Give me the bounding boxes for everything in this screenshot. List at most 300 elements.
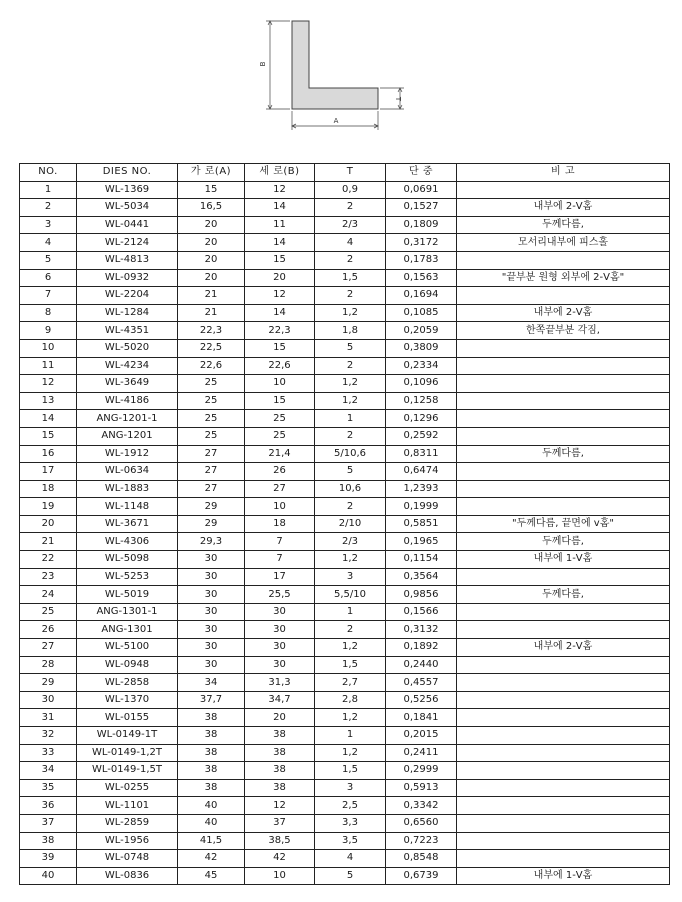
cell-remarks <box>457 287 670 305</box>
cell-remarks <box>457 744 670 762</box>
table-row <box>20 744 670 762</box>
cell-dies-no: WL-0634 <box>77 463 178 481</box>
cell-thickness-t: 1,2 <box>315 639 386 657</box>
cell-dies-no: WL-1101 <box>77 797 178 815</box>
cell-dies-no: WL-2204 <box>77 287 178 305</box>
header-width-a: 가 로(A) <box>178 164 245 182</box>
cell-no: 38 <box>20 832 77 850</box>
cell-no: 5 <box>20 251 77 269</box>
table-row <box>20 551 670 569</box>
cell-no: 29 <box>20 674 77 692</box>
cell-width-a: 21 <box>178 287 245 305</box>
cell-thickness-t: 5,5/10 <box>315 586 386 604</box>
cell-unit-weight: 0,6474 <box>386 463 457 481</box>
cell-no: 39 <box>20 850 77 868</box>
cell-no: 12 <box>20 375 77 393</box>
cell-no: 14 <box>20 410 77 428</box>
cell-thickness-t: 1,2 <box>315 744 386 762</box>
cell-thickness-t: 0,9 <box>315 181 386 199</box>
table-row <box>20 762 670 780</box>
cell-remarks <box>457 427 670 445</box>
cell-dies-no: WL-0149-1,2T <box>77 744 178 762</box>
cell-unit-weight: 0,1566 <box>386 603 457 621</box>
cell-thickness-t: 3 <box>315 779 386 797</box>
cell-remarks: 한쪽끝부분 각짐, <box>457 322 670 340</box>
cell-remarks <box>457 357 670 375</box>
cell-no: 13 <box>20 392 77 410</box>
cell-remarks <box>457 832 670 850</box>
cell-width-a: 37,7 <box>178 691 245 709</box>
cell-unit-weight: 0,1965 <box>386 533 457 551</box>
cell-height-b: 15 <box>245 339 315 357</box>
cell-remarks <box>457 814 670 832</box>
cell-height-b: 30 <box>245 639 315 657</box>
cell-height-b: 26 <box>245 463 315 481</box>
cell-dies-no: WL-0149-1T <box>77 727 178 745</box>
cell-unit-weight: 0,1258 <box>386 392 457 410</box>
table-row <box>20 269 670 287</box>
cell-height-b: 22,3 <box>245 322 315 340</box>
cell-unit-weight: 0,3132 <box>386 621 457 639</box>
cell-remarks <box>457 375 670 393</box>
table-row <box>20 375 670 393</box>
cell-dies-no: WL-1284 <box>77 304 178 322</box>
angle-profile-diagram <box>0 0 682 160</box>
cell-remarks <box>457 410 670 428</box>
cell-unit-weight: 0,1085 <box>386 304 457 322</box>
table-row <box>20 251 670 269</box>
table-row <box>20 639 670 657</box>
cell-dies-no: WL-4351 <box>77 322 178 340</box>
cell-height-b: 7 <box>245 533 315 551</box>
table-row <box>20 463 670 481</box>
cell-no: 4 <box>20 234 77 252</box>
cell-no: 3 <box>20 216 77 234</box>
cell-unit-weight: 0,3809 <box>386 339 457 357</box>
cell-width-a: 30 <box>178 586 245 604</box>
cell-width-a: 29 <box>178 498 245 516</box>
header-thickness-t: T <box>315 164 386 182</box>
cell-unit-weight: 0,1694 <box>386 287 457 305</box>
cell-dies-no: WL-0932 <box>77 269 178 287</box>
cell-remarks <box>457 709 670 727</box>
cell-remarks <box>457 498 670 516</box>
cell-no: 16 <box>20 445 77 463</box>
cell-thickness-t: 2,8 <box>315 691 386 709</box>
cell-no: 23 <box>20 568 77 586</box>
cell-no: 24 <box>20 586 77 604</box>
label-t: T <box>394 96 402 102</box>
table-row <box>20 568 670 586</box>
cell-dies-no: WL-4306 <box>77 533 178 551</box>
table-row <box>20 814 670 832</box>
cell-thickness-t: 5 <box>315 463 386 481</box>
dies-spec-table <box>19 163 670 885</box>
cell-thickness-t: 2,7 <box>315 674 386 692</box>
cell-remarks <box>457 850 670 868</box>
cell-dies-no: WL-0948 <box>77 656 178 674</box>
cell-remarks: 내부에 2-V홈 <box>457 199 670 217</box>
cell-thickness-t: 3,3 <box>315 814 386 832</box>
cell-height-b: 20 <box>245 269 315 287</box>
cell-height-b: 30 <box>245 656 315 674</box>
cell-remarks: 모서리내부에 피스홀 <box>457 234 670 252</box>
cell-height-b: 17 <box>245 568 315 586</box>
cell-no: 36 <box>20 797 77 815</box>
cell-thickness-t: 1,5 <box>315 762 386 780</box>
cell-thickness-t: 2/3 <box>315 533 386 551</box>
header-dies-no: DIES NO. <box>77 164 178 182</box>
cell-height-b: 15 <box>245 392 315 410</box>
cell-dies-no: WL-0748 <box>77 850 178 868</box>
cell-thickness-t: 4 <box>315 234 386 252</box>
cell-dies-no: WL-0149-1,5T <box>77 762 178 780</box>
cell-no: 25 <box>20 603 77 621</box>
cell-width-a: 40 <box>178 814 245 832</box>
cell-width-a: 22,6 <box>178 357 245 375</box>
cell-dies-no: WL-2858 <box>77 674 178 692</box>
cell-remarks <box>457 656 670 674</box>
header-no: NO. <box>20 164 77 182</box>
cell-height-b: 30 <box>245 621 315 639</box>
cell-width-a: 30 <box>178 551 245 569</box>
cell-height-b: 12 <box>245 181 315 199</box>
cell-dies-no: WL-4186 <box>77 392 178 410</box>
cell-unit-weight: 0,1154 <box>386 551 457 569</box>
cell-unit-weight: 0,0691 <box>386 181 457 199</box>
table-row <box>20 304 670 322</box>
cell-remarks <box>457 568 670 586</box>
table-row <box>20 586 670 604</box>
cell-remarks: 두께다름, <box>457 586 670 604</box>
cell-width-a: 41,5 <box>178 832 245 850</box>
cell-dies-no: WL-5034 <box>77 199 178 217</box>
cell-width-a: 21 <box>178 304 245 322</box>
cell-unit-weight: 0,1527 <box>386 199 457 217</box>
cell-unit-weight: 0,1841 <box>386 709 457 727</box>
cell-remarks <box>457 691 670 709</box>
cell-width-a: 20 <box>178 234 245 252</box>
table-header-row <box>20 164 670 182</box>
cell-dies-no: WL-5098 <box>77 551 178 569</box>
cell-unit-weight: 0,3564 <box>386 568 457 586</box>
cell-unit-weight: 0,9856 <box>386 586 457 604</box>
cell-height-b: 7 <box>245 551 315 569</box>
cell-thickness-t: 3 <box>315 568 386 586</box>
cell-no: 27 <box>20 639 77 657</box>
label-b: B <box>259 61 267 67</box>
cell-thickness-t: 1,2 <box>315 551 386 569</box>
cell-dies-no: WL-1370 <box>77 691 178 709</box>
label-a: A <box>333 117 339 125</box>
cell-unit-weight: 0,2015 <box>386 727 457 745</box>
cell-height-b: 38 <box>245 744 315 762</box>
cell-dies-no: WL-4234 <box>77 357 178 375</box>
table-row <box>20 867 670 885</box>
cell-remarks: "끝부분 원형 외부에 2-V홈" <box>457 269 670 287</box>
cell-no: 28 <box>20 656 77 674</box>
cell-height-b: 38,5 <box>245 832 315 850</box>
cell-width-a: 27 <box>178 463 245 481</box>
cell-remarks <box>457 181 670 199</box>
cell-no: 20 <box>20 515 77 533</box>
cell-remarks: 내부에 2-V홈 <box>457 304 670 322</box>
cell-width-a: 29,3 <box>178 533 245 551</box>
cell-dies-no: WL-0255 <box>77 779 178 797</box>
cell-remarks <box>457 339 670 357</box>
cell-dies-no: ANG-1201 <box>77 427 178 445</box>
table-row <box>20 779 670 797</box>
cell-unit-weight: 0,7223 <box>386 832 457 850</box>
cell-no: 31 <box>20 709 77 727</box>
cell-unit-weight: 0,1783 <box>386 251 457 269</box>
cell-dies-no: WL-5019 <box>77 586 178 604</box>
cell-width-a: 22,5 <box>178 339 245 357</box>
cell-height-b: 34,7 <box>245 691 315 709</box>
cell-remarks <box>457 603 670 621</box>
cell-width-a: 27 <box>178 480 245 498</box>
cell-dies-no: WL-0441 <box>77 216 178 234</box>
cell-remarks <box>457 251 670 269</box>
cell-height-b: 14 <box>245 234 315 252</box>
cell-remarks <box>457 674 670 692</box>
cell-dies-no: WL-1148 <box>77 498 178 516</box>
cell-no: 1 <box>20 181 77 199</box>
cell-remarks <box>457 480 670 498</box>
table-row <box>20 656 670 674</box>
cell-unit-weight: 0,3342 <box>386 797 457 815</box>
cell-thickness-t: 10,6 <box>315 480 386 498</box>
cell-width-a: 25 <box>178 410 245 428</box>
cell-remarks: "두께다름, 끝면에 v홈" <box>457 515 670 533</box>
cell-width-a: 30 <box>178 603 245 621</box>
cell-height-b: 10 <box>245 867 315 885</box>
cell-no: 11 <box>20 357 77 375</box>
cell-dies-no: WL-2124 <box>77 234 178 252</box>
cell-width-a: 45 <box>178 867 245 885</box>
cell-no: 9 <box>20 322 77 340</box>
cell-dies-no: WL-5253 <box>77 568 178 586</box>
cell-width-a: 20 <box>178 251 245 269</box>
cell-remarks: 두께다름, <box>457 445 670 463</box>
cell-dies-no: WL-3671 <box>77 515 178 533</box>
cell-width-a: 29 <box>178 515 245 533</box>
table-row <box>20 322 670 340</box>
cell-height-b: 30 <box>245 603 315 621</box>
cell-width-a: 38 <box>178 727 245 745</box>
table-row <box>20 797 670 815</box>
cell-unit-weight: 1,2393 <box>386 480 457 498</box>
cell-height-b: 20 <box>245 709 315 727</box>
cell-width-a: 20 <box>178 269 245 287</box>
cell-dies-no: WL-0155 <box>77 709 178 727</box>
cell-no: 37 <box>20 814 77 832</box>
cell-unit-weight: 0,1999 <box>386 498 457 516</box>
cell-unit-weight: 0,2059 <box>386 322 457 340</box>
cell-unit-weight: 0,2999 <box>386 762 457 780</box>
cell-width-a: 38 <box>178 779 245 797</box>
cell-height-b: 12 <box>245 287 315 305</box>
cell-no: 35 <box>20 779 77 797</box>
table-row <box>20 410 670 428</box>
cell-height-b: 10 <box>245 375 315 393</box>
table-body <box>20 181 670 885</box>
cell-no: 2 <box>20 199 77 217</box>
cell-dies-no: WL-2859 <box>77 814 178 832</box>
cell-height-b: 38 <box>245 762 315 780</box>
cell-width-a: 27 <box>178 445 245 463</box>
cell-width-a: 30 <box>178 568 245 586</box>
table-row <box>20 727 670 745</box>
cell-unit-weight: 0,2411 <box>386 744 457 762</box>
cell-dies-no: ANG-1301-1 <box>77 603 178 621</box>
cell-no: 8 <box>20 304 77 322</box>
cell-unit-weight: 0,8311 <box>386 445 457 463</box>
table-row <box>20 392 670 410</box>
cell-thickness-t: 1,2 <box>315 392 386 410</box>
table-row <box>20 603 670 621</box>
cell-thickness-t: 5 <box>315 867 386 885</box>
cell-thickness-t: 5/10,6 <box>315 445 386 463</box>
cell-unit-weight: 0,2440 <box>386 656 457 674</box>
cell-width-a: 20 <box>178 216 245 234</box>
cell-unit-weight: 0,1096 <box>386 375 457 393</box>
cell-width-a: 40 <box>178 797 245 815</box>
cell-dies-no: ANG-1301 <box>77 621 178 639</box>
cell-thickness-t: 2,5 <box>315 797 386 815</box>
cell-height-b: 37 <box>245 814 315 832</box>
cell-unit-weight: 0,3172 <box>386 234 457 252</box>
cell-unit-weight: 0,2334 <box>386 357 457 375</box>
cell-height-b: 27 <box>245 480 315 498</box>
cell-width-a: 25 <box>178 427 245 445</box>
cell-unit-weight: 0,5851 <box>386 515 457 533</box>
table-row <box>20 339 670 357</box>
cell-no: 7 <box>20 287 77 305</box>
cell-no: 22 <box>20 551 77 569</box>
cell-width-a: 25 <box>178 392 245 410</box>
cell-thickness-t: 4 <box>315 850 386 868</box>
cell-dies-no: WL-0836 <box>77 867 178 885</box>
cell-width-a: 15 <box>178 181 245 199</box>
cell-remarks <box>457 727 670 745</box>
cell-remarks <box>457 762 670 780</box>
table-row <box>20 287 670 305</box>
cell-thickness-t: 1,8 <box>315 322 386 340</box>
cell-dies-no: WL-1883 <box>77 480 178 498</box>
table-row <box>20 515 670 533</box>
cell-width-a: 30 <box>178 639 245 657</box>
cell-thickness-t: 2 <box>315 427 386 445</box>
cell-unit-weight: 0,6739 <box>386 867 457 885</box>
cell-height-b: 42 <box>245 850 315 868</box>
cell-remarks: 내부에 1-V홈 <box>457 551 670 569</box>
cell-unit-weight: 0,6560 <box>386 814 457 832</box>
cell-no: 6 <box>20 269 77 287</box>
table-row <box>20 234 670 252</box>
cell-dies-no: WL-1956 <box>77 832 178 850</box>
cell-height-b: 18 <box>245 515 315 533</box>
cell-height-b: 38 <box>245 727 315 745</box>
cell-no: 17 <box>20 463 77 481</box>
cell-thickness-t: 1 <box>315 410 386 428</box>
table-row <box>20 480 670 498</box>
cell-unit-weight: 0,5913 <box>386 779 457 797</box>
cell-height-b: 21,4 <box>245 445 315 463</box>
cell-height-b: 11 <box>245 216 315 234</box>
cell-height-b: 14 <box>245 304 315 322</box>
cell-no: 34 <box>20 762 77 780</box>
cell-width-a: 38 <box>178 762 245 780</box>
cell-height-b: 25 <box>245 427 315 445</box>
cell-unit-weight: 0,2592 <box>386 427 457 445</box>
cell-thickness-t: 1,2 <box>315 709 386 727</box>
cell-no: 26 <box>20 621 77 639</box>
cell-dies-no: ANG-1201-1 <box>77 410 178 428</box>
cell-width-a: 30 <box>178 621 245 639</box>
cell-unit-weight: 0,5256 <box>386 691 457 709</box>
cell-dies-no: WL-1912 <box>77 445 178 463</box>
cell-remarks <box>457 392 670 410</box>
cell-width-a: 16,5 <box>178 199 245 217</box>
cell-dies-no: WL-5100 <box>77 639 178 657</box>
header-remarks: 비 고 <box>457 164 670 182</box>
cell-height-b: 10 <box>245 498 315 516</box>
cell-thickness-t: 2/10 <box>315 515 386 533</box>
cell-remarks: 내부에 1-V홈 <box>457 867 670 885</box>
table-row <box>20 533 670 551</box>
table-row <box>20 691 670 709</box>
header-unit-weight: 단 중 <box>386 164 457 182</box>
cell-thickness-t: 2 <box>315 287 386 305</box>
table-row <box>20 357 670 375</box>
table-row <box>20 498 670 516</box>
cell-height-b: 12 <box>245 797 315 815</box>
table-row <box>20 445 670 463</box>
table-row <box>20 674 670 692</box>
cell-thickness-t: 2 <box>315 251 386 269</box>
cell-height-b: 25,5 <box>245 586 315 604</box>
cell-width-a: 38 <box>178 709 245 727</box>
cell-width-a: 25 <box>178 375 245 393</box>
header-height-b: 세 로(B) <box>245 164 315 182</box>
cell-dies-no: WL-3649 <box>77 375 178 393</box>
table-row <box>20 427 670 445</box>
cell-thickness-t: 1 <box>315 727 386 745</box>
table-row <box>20 199 670 217</box>
cell-height-b: 14 <box>245 199 315 217</box>
cell-width-a: 42 <box>178 850 245 868</box>
cell-no: 18 <box>20 480 77 498</box>
cell-height-b: 38 <box>245 779 315 797</box>
cell-thickness-t: 2 <box>315 498 386 516</box>
cell-height-b: 31,3 <box>245 674 315 692</box>
cell-dies-no: WL-5020 <box>77 339 178 357</box>
cell-width-a: 38 <box>178 744 245 762</box>
cell-unit-weight: 0,1809 <box>386 216 457 234</box>
table-row <box>20 621 670 639</box>
cell-thickness-t: 1,2 <box>315 304 386 322</box>
cell-no: 32 <box>20 727 77 745</box>
cell-thickness-t: 5 <box>315 339 386 357</box>
cell-height-b: 15 <box>245 251 315 269</box>
cell-remarks <box>457 621 670 639</box>
cell-thickness-t: 3,5 <box>315 832 386 850</box>
table-row <box>20 832 670 850</box>
cell-dies-no: WL-4813 <box>77 251 178 269</box>
cell-no: 30 <box>20 691 77 709</box>
table-row <box>20 850 670 868</box>
